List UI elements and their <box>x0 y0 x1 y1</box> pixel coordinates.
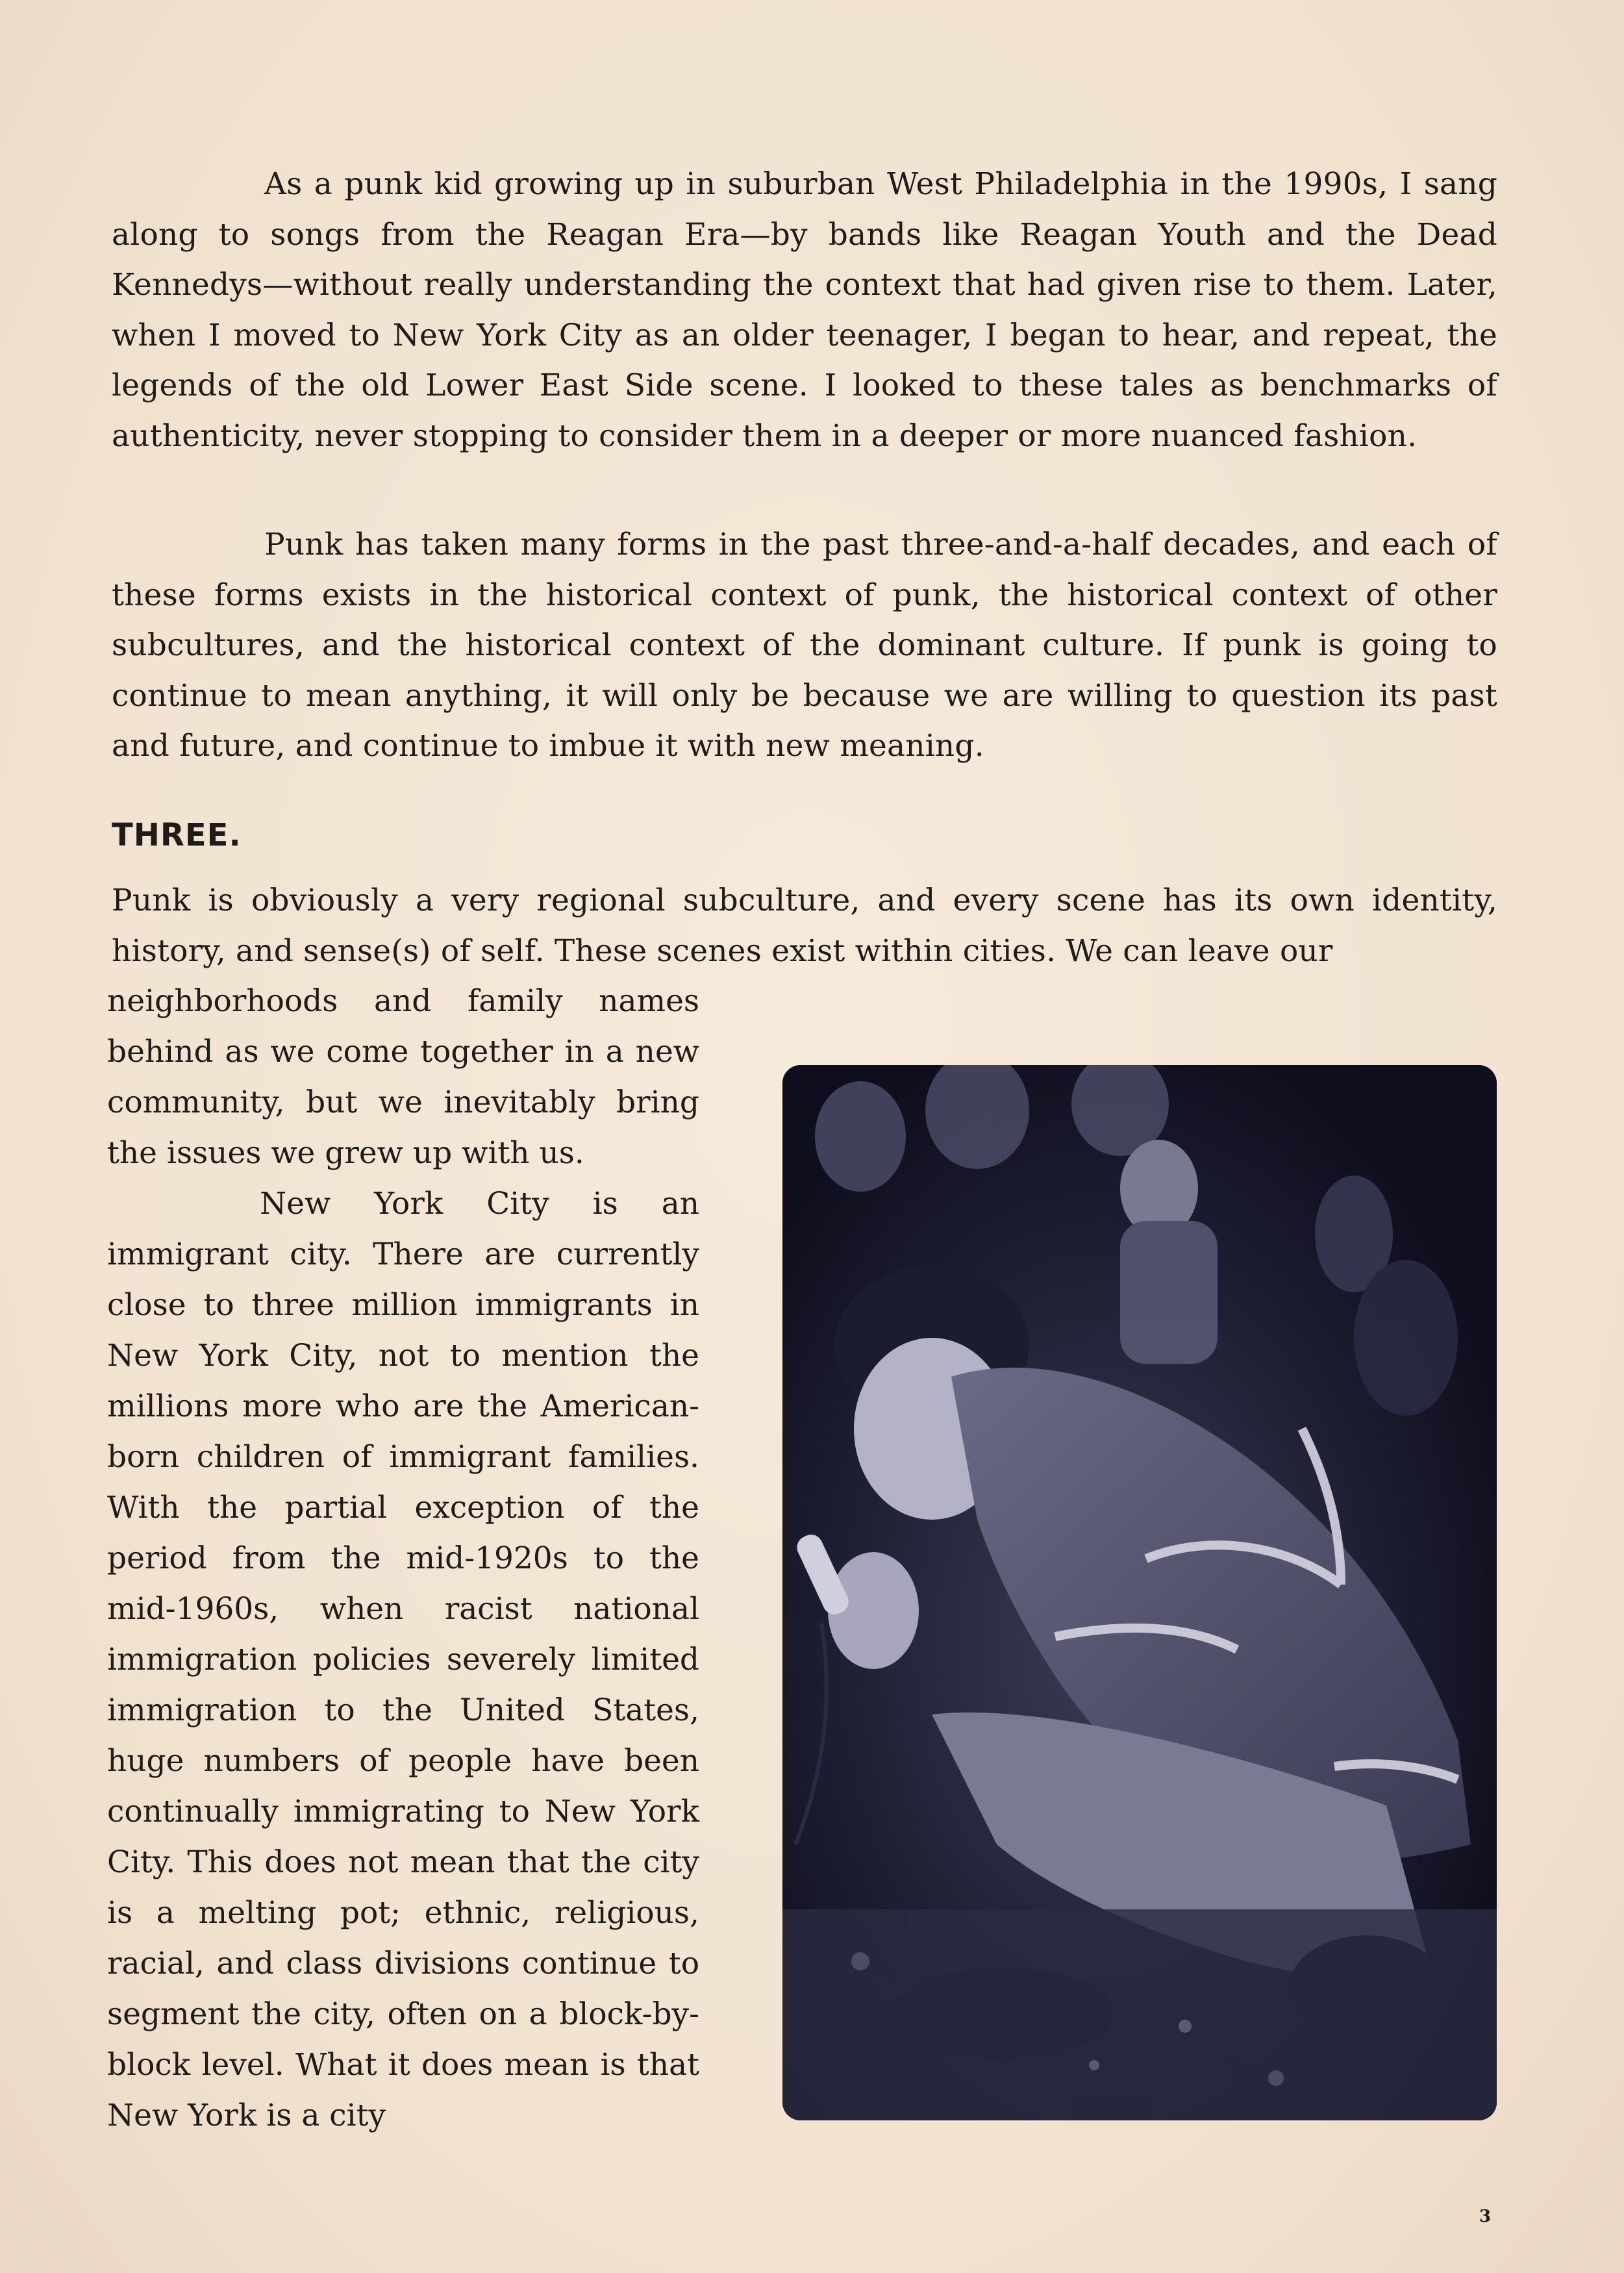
photo-illustration <box>782 1065 1497 2120</box>
paragraph-punk-forms: Punk has taken many forms in the past three-and-a-half decades, and each of these forms exists in the historical context of punk, the historical context of other subcultures, and the historical context of the dominant culture. If punk is going to continue to mean anything, it will only be because we are willing to question its past and future, and continue to imbue it with new meaning. <box>112 527 1497 764</box>
paragraph-intro: As a punk kid growing up in suburban West Philadelphia in the 1990s, I sang along to songs from the Reagan Era—by bands like Reagan Youth and the Dead Kennedys—without really understanding the context that had given rise to them. Later, when I moved to New York City as an older teenager, I began to hear, and repeat, the legends of the old Lower East Side scene. I looked to these tales as benchmarks of authenticity, never stopping to consider them in a deeper or more nuanced fashion. <box>112 166 1497 454</box>
floor-texture <box>782 1909 1497 2120</box>
paragraph-regional-continuation: neighborhoods and family names behind as we come together in a new community, but we inevitably bring the issues we grew up with us. <box>107 983 699 1171</box>
paragraph-immigrant-city: New York City is an immigrant city. There are currently close to three million immigrants in New York City, not to mention the millions more who are the American-born children of immigrant families. With the partial exception of the period from the mid-1920s to the mid-1960s, when racist national immigration policies severely limited immigration to the United States, huge numbers of people have been continually immigrating to New York City. This does not mean that the city is a melting pot; ethnic, religious, racial, and class divisions continue to segment the city, often on a block-by-block level. What it does mean is that New York is a city <box>107 1186 699 2133</box>
text-column <box>107 976 699 2141</box>
section-heading: THREE. <box>112 817 242 853</box>
paragraph-regional-intro: Punk is obviously a very regional subculture, and every scene has its own identity, history, and sense(s) of self. These scenes exist within cities. We can leave our <box>112 883 1497 969</box>
page-number: 3 <box>1479 2207 1492 2226</box>
photo-punk-singer <box>782 1065 1497 2120</box>
